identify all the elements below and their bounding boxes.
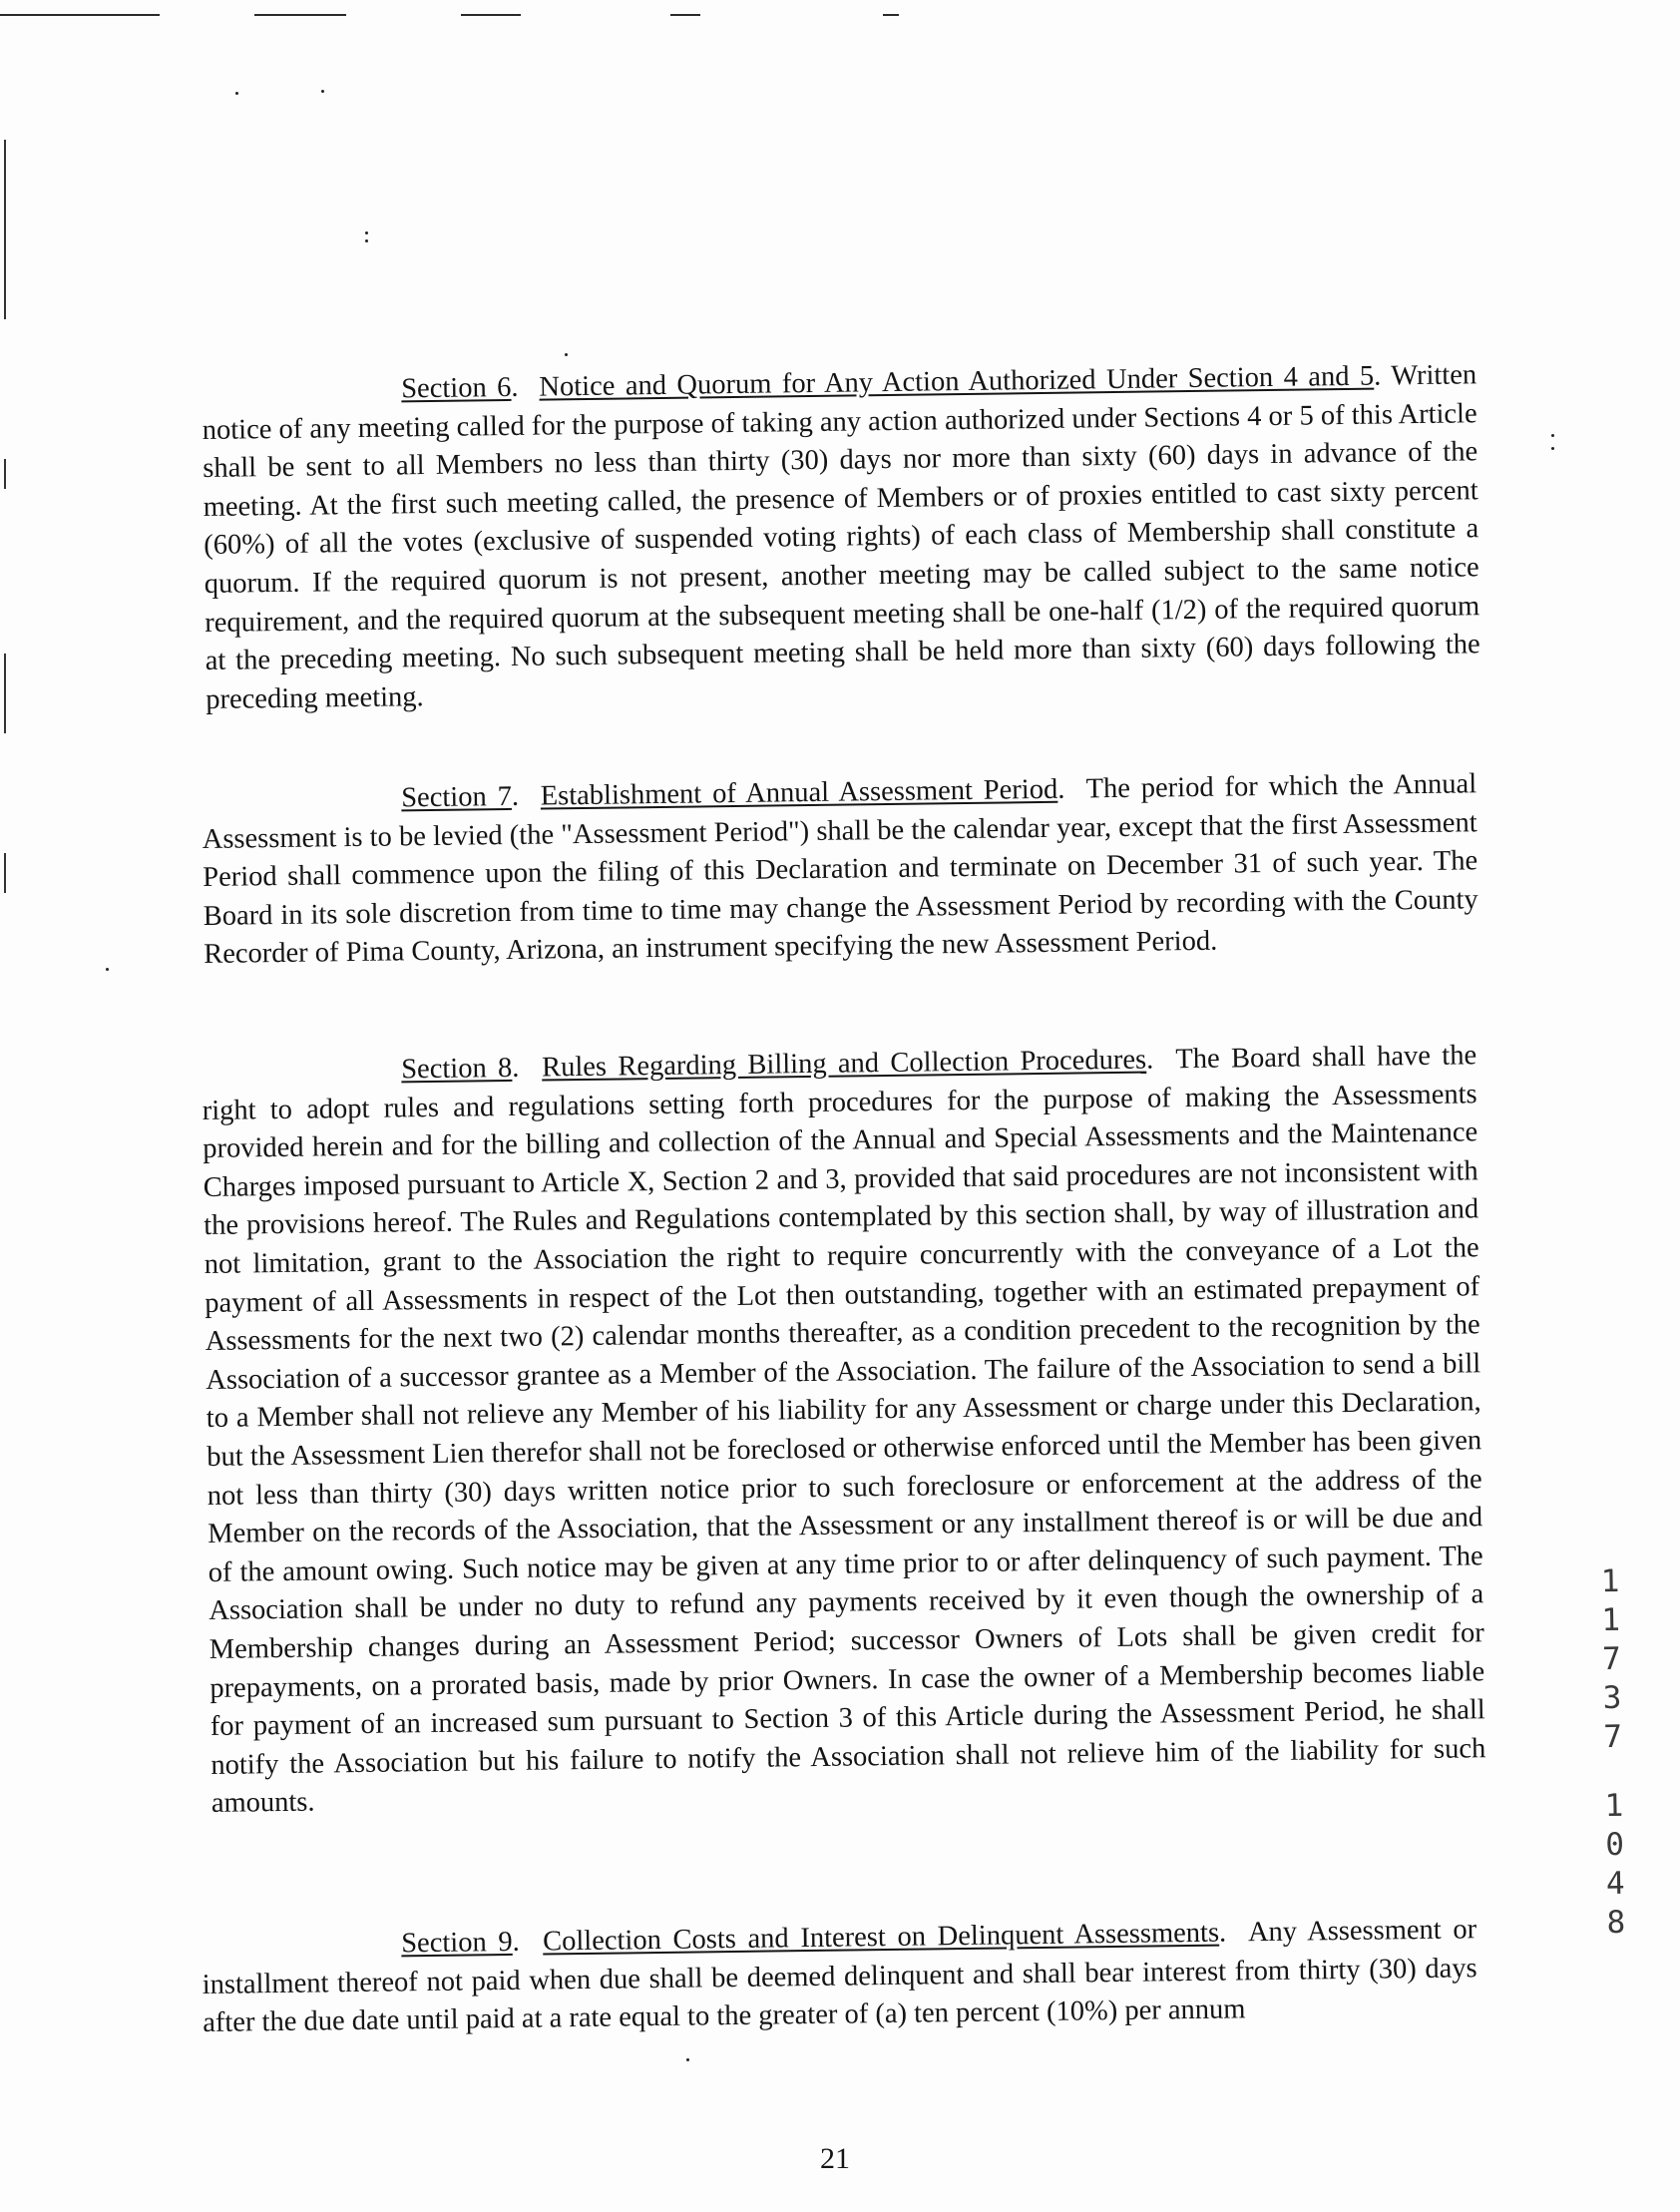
- recorder-stamp: [1595, 1562, 1632, 1943]
- stamp-digit: 8: [1606, 1904, 1626, 1942]
- section-paragraph: Section 7. Establishment of Annual Assessment Period. The period for which the Annual Assessment is to be levied (the "Assessment Period") shall be the calendar year, except that the first Assessment Period shall commence upon the filing of this Declaration and terminate on December 31 of such year. The Board in its sole discretion from time to time may change the Assessment Period by recording with the County Recorder of Pima County, Arizona, an instrument specifying the new Assessment Period.: [202, 768, 1478, 971]
- scan-speck: [686, 2058, 689, 2061]
- section-heading-title: Collection Costs and Interest on Delinquent Assessments: [542, 1917, 1220, 1958]
- stamp-digit: 1: [1604, 1787, 1624, 1825]
- scan-speck: [365, 239, 368, 242]
- section-heading-label: Section 9: [401, 1926, 513, 1960]
- scan-mark: [254, 14, 346, 16]
- section-body: The period for which the Annual Assessment is to be levied (the "Assessment Period") shall be the calendar year, except that the first Assessment Period shall commence upon the filing of this Declaration and terminate on December 31 of such year. The Board in its sole discretion from time to time may change the Assessment Period by recording with the County Recorder of Pima County, Arizona, an instrument specifying the new Assessment Period.: [202, 768, 1478, 971]
- section-heading-label: Section 6: [401, 371, 512, 405]
- section-heading-title: Notice and Quorum for Any Action Authorized Under Section 4 and 5: [539, 360, 1375, 403]
- section-body: Written notice of any meeting called for the purpose of taking any action authorized under Sections 4 or 5 of this Article shall be sent to all Members no less than thirty (30) days nor more than sixty (60) days in advance of the meeting. At the first such meeting called, the presence of Members or of proxies entitled to cast sixty percent (60%) of all the votes (exclusive of suspended voting rights) of each class of Membership shall constitute a quorum. If the required quorum is not present, another meeting may be called subject to the same notice requirement, and the required quorum at the subsequent meeting shall be one-half (1/2) of the required quorum at the preceding meeting. No such subsequent meeting shall be held more than sixty (60) days following the preceding meeting.: [202, 359, 1480, 715]
- section-6: [202, 356, 1480, 719]
- section-body: The Board shall have the right to adopt rules and regulations setting forth procedures for the purpose of making the Assessments provided herein and for the billing and collection of the Annual and Special Assessments and the Maintenance Charges imposed pursuant to Article X, Section 2 and 3, provided that said procedures are not inconsistent with the provisions hereof. The Rules and Regulations contemplated by this section shall, by way of illustration and not limitation, grant to the Association the right to require concurrently with the conveyance of a Lot the payment of all Assessments in respect of the Lot then outstanding, together with an estimated prepayment of Assessments for the next two (2) calendar months thereafter, as a condition precedent to the recognition by the Association of a successor grantee as a Member of the Association. The failure of the Association to send a bill to a Member shall not relieve any Member of his liability for any Assessment or charge under this Declaration, but the Assessment Lien therefor shall not be foreclosed or otherwise enforced until the Member has been given not less than thirty (30) days written notice prior to such foreclosure or enforcement at the address of the Member on the records of the Association, that the Assessment or any installment thereof is or will be due and of the amount owing. Such notice may be given at any time prior to or after delinquency of such payment. The Association shall be under no duty to refund any payments received by it even though the ownership of a Membership changes during an Assessment Period; successor Owners of Lots shall be given credit for prepayments, on a prorated basis, made by prior Owners. In case the owner of a Membership becomes liable for payment of an increased sum pursuant to Section 3 of this Article during the Assessment Period, he shall notify the Association but his failure to notify the Association shall not relieve him of the liability for such amounts.: [202, 1040, 1486, 1820]
- stamp-gap: [1598, 1757, 1629, 1788]
- scan-speck: [235, 92, 238, 95]
- scan-edge: [4, 459, 6, 489]
- stamp-digit: 1: [1600, 1562, 1620, 1600]
- section-8: [202, 1037, 1486, 1824]
- scan-mark: [461, 14, 521, 16]
- section-heading-label: Section 8: [401, 1052, 513, 1086]
- section-heading-title: Rules Regarding Billing and Collection Procedures: [541, 1044, 1147, 1084]
- section-body: Any Assessment or installment thereof not paid when due shall be deemed delinquent and shall bear interest from thirty (30) days after the due date until paid at a rate equal to the greater of (a) ten percent (10%) per annum: [202, 1914, 1477, 2039]
- section-paragraph: Section 9. Collection Costs and Interest on Delinquent Assessments. Any Assessment or installment thereof not paid when due shall be deemed delinquent and shall bear interest from thirty (30) days after the due date until paid at a rate equal to the greater of (a) ten percent (10%) per annum: [202, 1914, 1477, 2039]
- page-number: 21: [820, 2142, 850, 2175]
- section-heading-title: Establishment of Annual Assessment Period: [540, 773, 1058, 812]
- scan-edge: [4, 853, 6, 893]
- scan-edge: [4, 654, 6, 733]
- stamp-digit: 7: [1601, 1640, 1622, 1678]
- scan-speck: [1551, 434, 1554, 437]
- scan-speck: [1551, 447, 1554, 450]
- stamp-digit: 0: [1604, 1826, 1625, 1864]
- section-paragraph: Section 6. Notice and Quorum for Any Action Authorized Under Section 4 and 5. Written notice of any meeting called for the purpose of taking any action authorized under Sections 4 or 5 of this Article shall be sent to all Members no less than thirty (30) days nor more than sixty (60) days in advance of the meeting. At the first such meeting called, the presence of Members or of proxies entitled to cast sixty percent (60%) of all the votes (exclusive of suspended voting rights) of each class of Membership shall constitute a quorum. If the required quorum is not present, another meeting may be called subject to the same notice requirement, and the required quorum at the subsequent meeting shall be one-half (1/2) of the required quorum at the preceding meeting. No such subsequent meeting shall be held more than sixty (60) days following the preceding meeting.: [202, 359, 1480, 715]
- stamp-digit: 3: [1602, 1679, 1622, 1717]
- scan-speck: [106, 968, 109, 971]
- section-paragraph: Section 8. Rules Regarding Billing and Collection Procedures. The Board shall have the right to adopt rules and regulations setting forth procedures for the purpose of making the Assessments provided herein and for the billing and collection of the Annual and Special Assessments and the Maintenance Charges imposed pursuant to Article X, Section 2 and 3, provided that said procedures are not inconsistent with the provisions hereof. The Rules and Regulations contemplated by this section shall, by way of illustration and not limitation, grant to the Association the right to require concurrently with the conveyance of a Lot the payment of all Assessments in respect of the Lot then outstanding, together with an estimated prepayment of Assessments for the next two (2) calendar months thereafter, as a condition precedent to the recognition by the Association of a successor grantee as a Member of the Association. The failure of the Association to send a bill to a Member shall not relieve any Member of his liability for any Assessment or charge under this Declaration, but the Assessment Lien therefor shall not be foreclosed or otherwise enforced until the Member has been given not less than thirty (30) days written notice prior to such foreclosure or enforcement at the address of the Member on the records of the Association, that the Assessment or any installment thereof is or will be due and of the amount owing. Such notice may be given at any time prior to or after delinquency of such payment. The Association shall be under no duty to refund any payments received by it even though the ownership of a Membership changes during an Assessment Period; successor Owners of Lots shall be given credit for prepayments, on a prorated basis, made by prior Owners. In case the owner of a Membership becomes liable for payment of an increased sum pursuant to Section 3 of this Article during the Assessment Period, he shall notify the Association but his failure to notify the Association shall not relieve him of the liability for such amounts.: [202, 1040, 1486, 1820]
- scan-mark: [0, 14, 160, 16]
- scan-mark: [883, 14, 899, 16]
- scan-edge: [4, 140, 6, 319]
- section-heading-label: Section 7: [401, 780, 513, 814]
- stamp-digit: 1: [1601, 1601, 1621, 1639]
- scan-mark: [670, 14, 700, 16]
- section-9: [202, 1911, 1477, 2042]
- stamp-digit: 4: [1605, 1865, 1625, 1903]
- scan-speck: [565, 353, 568, 356]
- section-7: [202, 765, 1478, 975]
- scan-speck: [321, 90, 324, 93]
- stamp-digit: 7: [1603, 1718, 1623, 1756]
- scan-speck: [365, 231, 368, 234]
